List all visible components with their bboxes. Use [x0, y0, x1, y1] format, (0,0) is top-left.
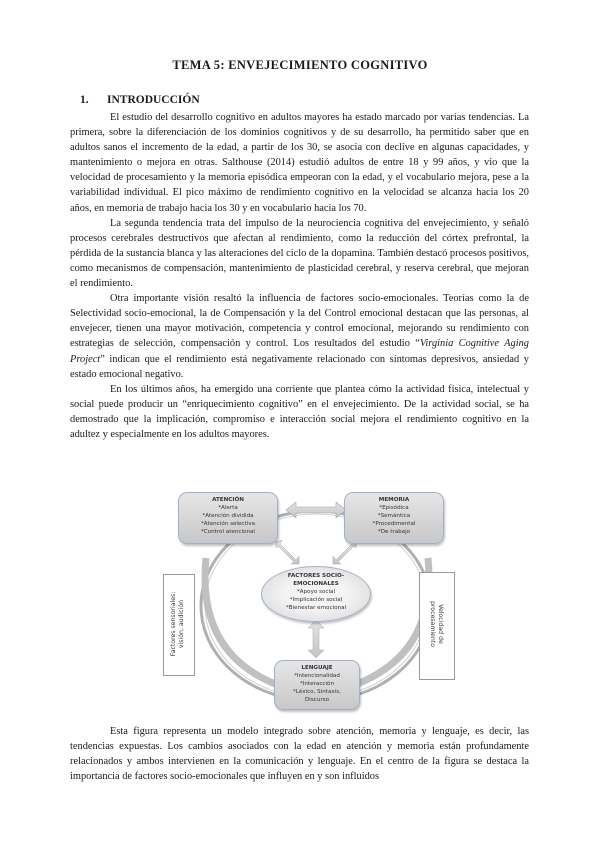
paragraph-2: La segunda tendencia trata del impulso de la neurociencia cognitiva del envejecimiento, y señaló procesos cerebrales destructivos que afectan al rendimiento, como la reducción del córtex prefrontal, la pérdida de la sustancia blanca y las alteraciones del ciclo de la dopamina. También destacó procesos positivos, como mecanismos de compensación, mantenimiento de plasticidad cerebral, y reserva cerebral, que mejoran el rendimiento. — [70, 217, 529, 290]
document-title: TEMA 5: ENVEJECIMIENTO COGNITIVO — [172, 58, 428, 72]
attention-memory-arrow — [286, 502, 346, 518]
socioemotional-item: *Bienestar emocional — [285, 605, 347, 611]
socioemotional-item: *Implicación social — [289, 597, 343, 603]
paragraph-4: En los últimos años, ha emergido una corriente que plantea cómo la actividad física, intelectual y social puede producir un “enriquecimiento cognitivo” en el envejecimiento. De la actividad social, se ha demostrado que la implicación, compromiso e interacción social mejora el rendimiento cognitivo en la adultez y especialmente en los adultos mayores. — [70, 383, 529, 440]
section-number: 1. — [80, 94, 89, 106]
paragraph-3-part-2: ” indican que el rendimiento está negativamente relacionado con síntomas depresivos, ansiedad y estado emocional negativo. — [70, 353, 529, 380]
figure-discussion-text — [70, 724, 529, 784]
memory-item: *De trabajo — [377, 529, 411, 535]
paragraph-1: El estudio del desarrollo cognitivo en adultos mayores ha estado marcado por varias tendencias. La primera, sobre la diferenciación de los dominios cognitivos y de su desarrollo, ha permitido saber que en adultos sanos el incremento de la edad, a partir de los 30, se asocia con declive en algunas capacidades, y mantenimiento o mejora en otras. Salthouse (2014) estudió adultos de entre 18 y 99 años, y vio que la velocidad de procesamiento y la memoria episódica empeoran con la edad, y el vocabulario mejora, pese a la variabilidad individual. El pico máximo de rendimiento cognitivo en la velocidad se alcanza hacia los 20 años, en memoria de trabajo hacia los 30 y en vocabulario hacia los 70. — [70, 112, 529, 214]
sensory-factors-label: Factores sensoriales: visión, audición — [170, 591, 185, 657]
memory-item: *Episódica — [379, 505, 409, 511]
language-box — [274, 660, 360, 710]
study-name: Virginia Cognitive Aging Project — [70, 338, 529, 365]
cognitive-model-figure — [166, 488, 466, 713]
attention-item: *Atención selectiva — [201, 521, 255, 527]
language-item: *Léxico, Sintaxis, — [293, 689, 341, 695]
language-item: Discurso — [304, 697, 330, 703]
memory-title: MEMORIA — [378, 497, 410, 503]
memory-box — [344, 492, 444, 544]
attention-item: *Control atencional — [201, 529, 255, 535]
language-item: *Interacción — [299, 681, 335, 687]
section-heading — [80, 94, 200, 106]
processing-speed-label: Velocidad de procesamiento — [429, 600, 444, 648]
attention-item: *Atención dividida — [202, 513, 254, 519]
socioemotional-item: *Apoyo social — [296, 589, 336, 595]
paragraph-3-part-1: Otra importante visión resaltó la influencia de factores socio-emocionales. Teorías como la de Selectividad socio-emocional, la de Compensación y la del Control emocional destacan que las personas, al envejecer, tienen una mayor motivación, competencia y control emocional, mejorando su rendimiento con estrategias de selección, compensación y control. Los resultados del estudio “ — [70, 293, 529, 350]
memory-item: *Semántica — [377, 513, 411, 519]
intro-text — [70, 110, 529, 442]
attention-item: *Alerta — [218, 505, 238, 511]
language-item: *Intencionalidad — [294, 673, 340, 679]
socioemotional-ellipse — [261, 566, 371, 622]
paragraph-5: Esta figura representa un modelo integrado sobre atención, memoria y lenguaje, es decir, las tendencias expuestas. Los cambios asociados con la edad en atención y memoria están profundamente relacionados y ambos intervienen en la comunicación y lenguaje. En el centro de la figura se destaca la importancia de factores socio-emocionales que influyen en y son influidos — [70, 726, 529, 783]
socioemotional-title-2: EMOCIONALES — [293, 581, 339, 587]
paragraph-3 — [70, 291, 529, 382]
attention-title: ATENCIÓN — [212, 497, 244, 503]
section-title: INTRODUCCIÓN — [107, 94, 200, 106]
memory-item: *Procedimental — [372, 521, 416, 527]
attention-box — [178, 492, 278, 544]
language-title: LENGUAJE — [301, 665, 333, 671]
socioemotional-title-1: FACTORES SOCIO- — [287, 573, 345, 579]
